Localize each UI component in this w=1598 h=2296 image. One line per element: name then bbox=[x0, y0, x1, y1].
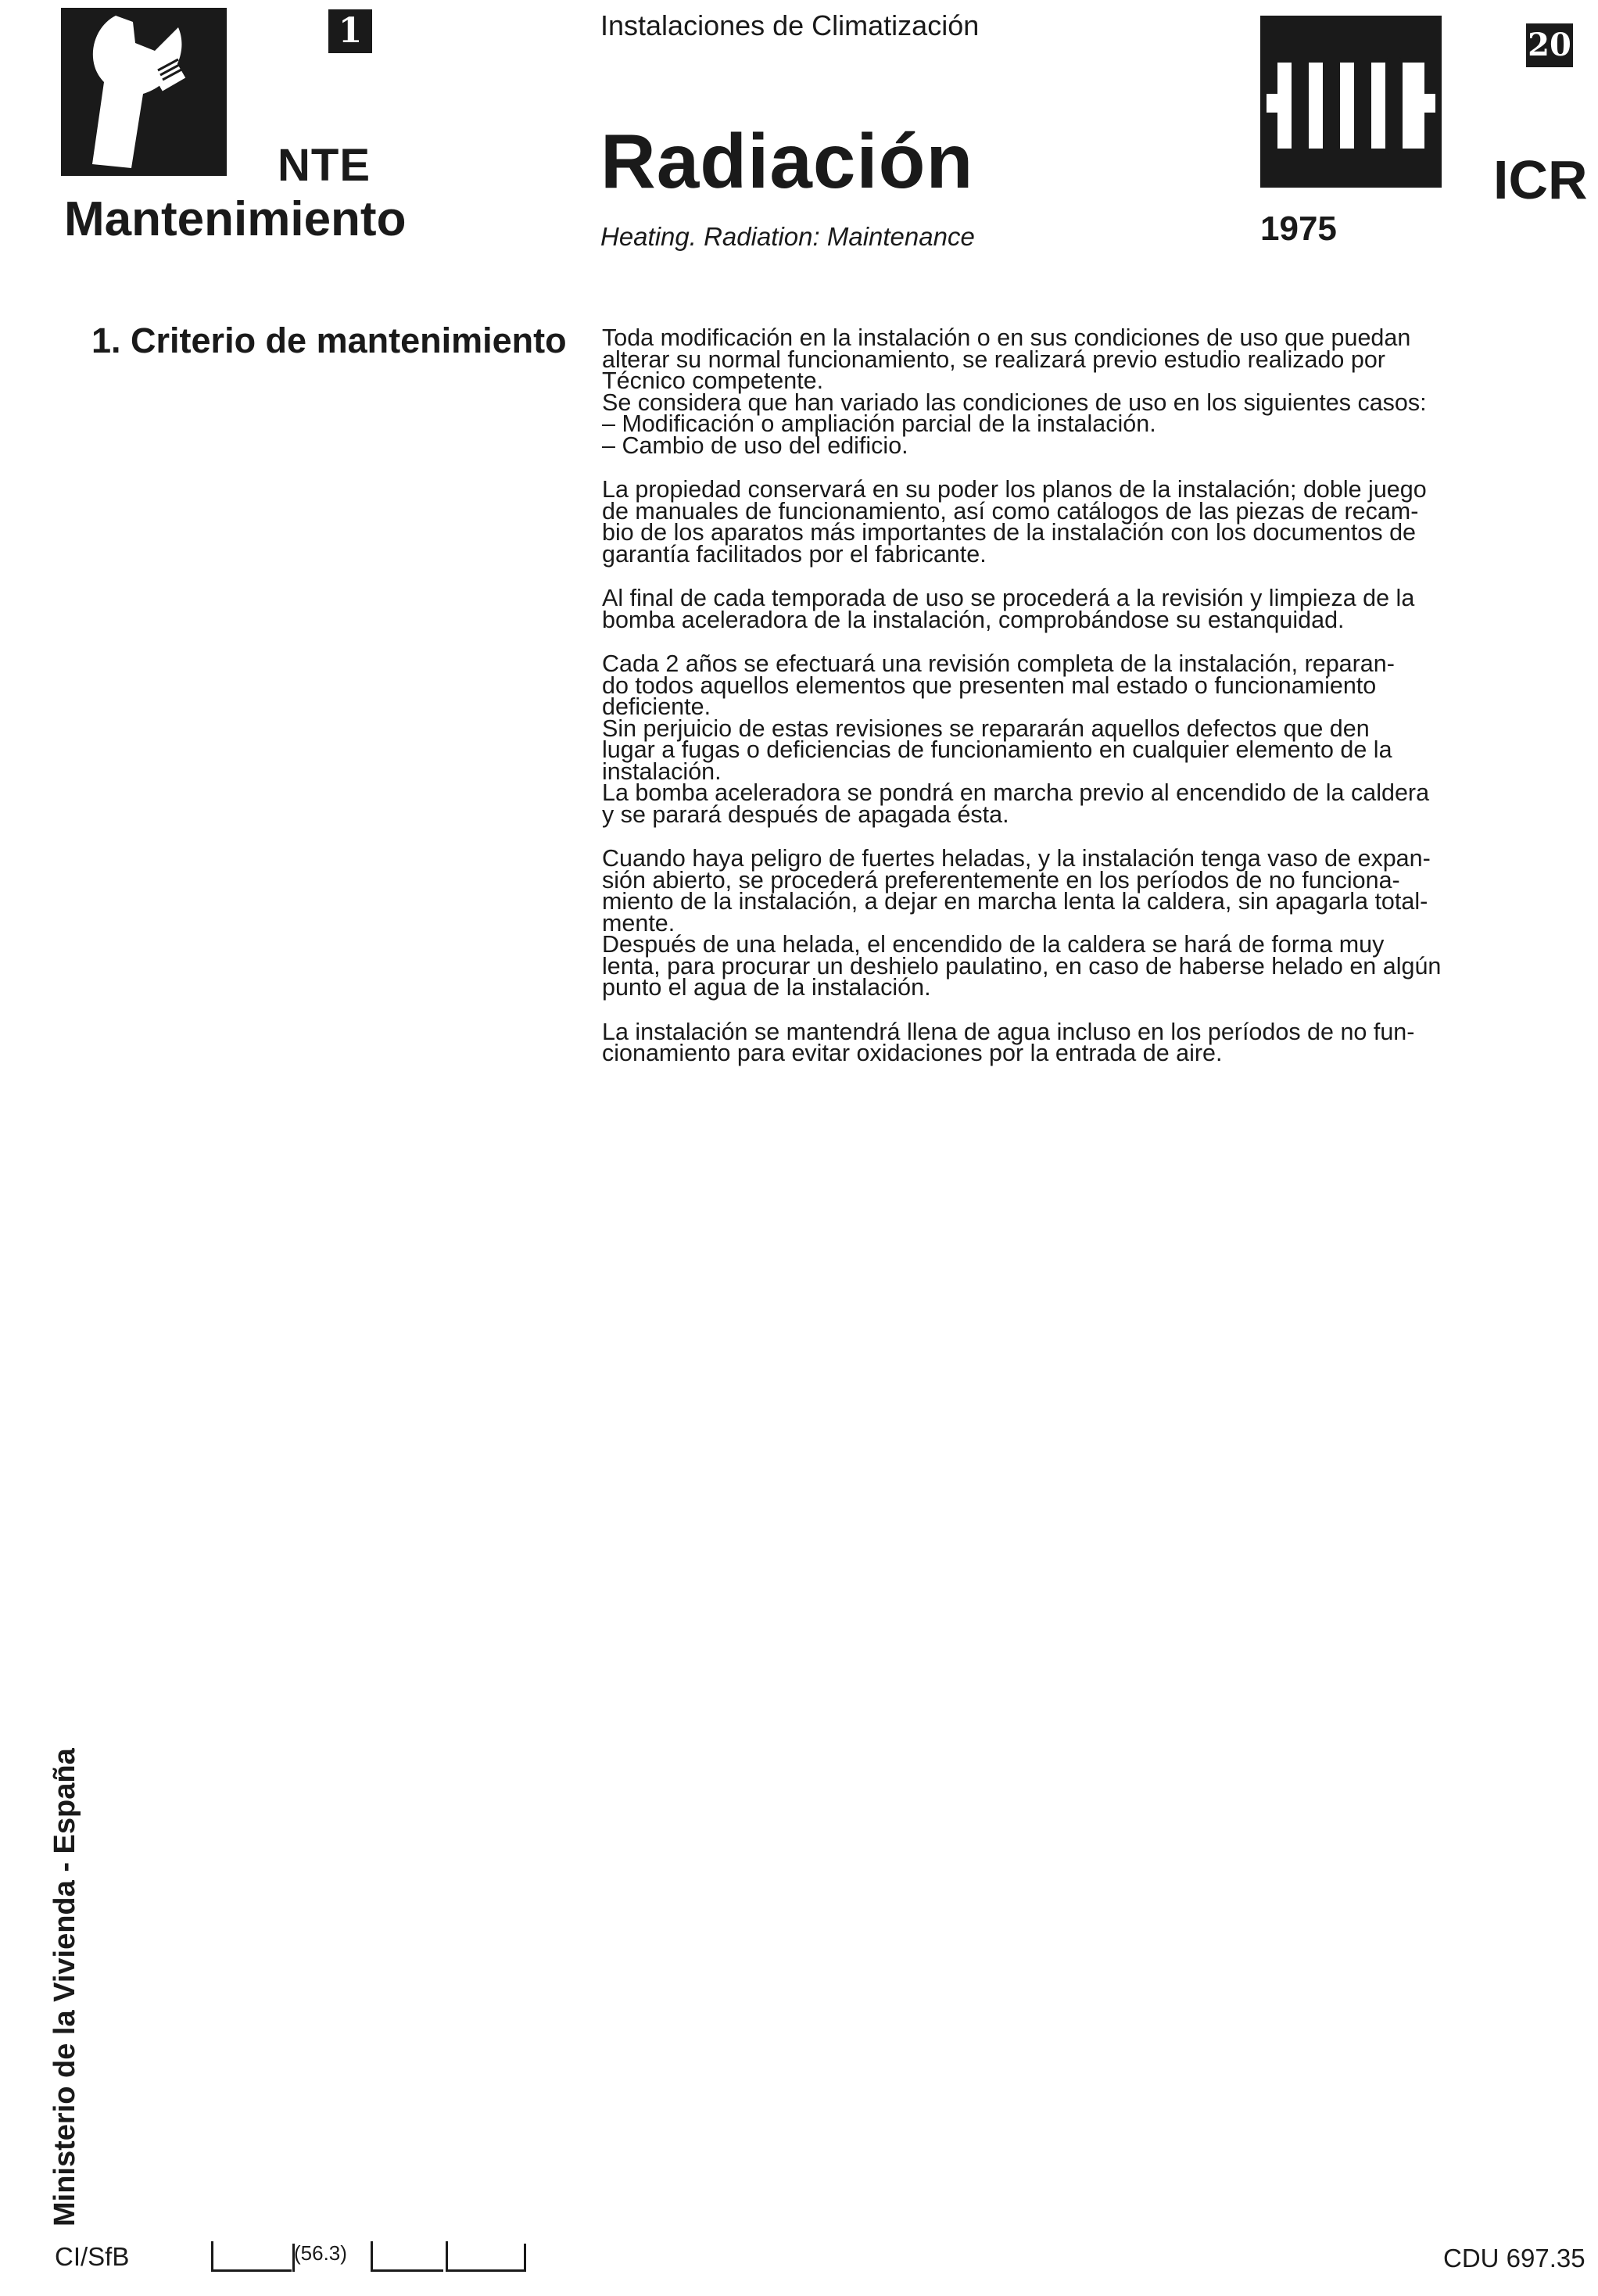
paragraph bbox=[602, 650, 1571, 828]
text-line: lenta, para procurar un deshielo paulatino, en caso de haberse helado en algún bbox=[602, 952, 1442, 980]
text-line: do todos aquellos elementos que presenten mal estado o funcionamiento bbox=[602, 672, 1377, 699]
cisfb-code: (56.3) bbox=[294, 2241, 347, 2265]
nte-wrench-logo-icon bbox=[61, 8, 227, 176]
list-item: – Cambio de uso del edificio. bbox=[602, 435, 1571, 457]
list-item: – Modificación o ampliación parcial de la instalación. bbox=[602, 414, 1571, 435]
text-line: La bomba aceleradora se pondrá en marcha previo al encendido de la caldera bbox=[602, 779, 1430, 806]
text-line: La propiedad conservará en su poder los planos de la instalación; doble juego bbox=[602, 476, 1427, 503]
text-line: mente. bbox=[602, 909, 675, 937]
text-line: bio de los aparatos más importantes de la instalación con los documentos de bbox=[602, 519, 1416, 546]
page-title: Radiación bbox=[600, 118, 974, 204]
text-line: Toda modificación en la instalación o en sus condiciones de uso que puedan bbox=[602, 324, 1411, 351]
section-body bbox=[602, 324, 1571, 1087]
cisfb-classification-boxes bbox=[211, 2237, 547, 2272]
text-line: Se considera que han variado las condiciones de uso en los siguientes casos: bbox=[602, 389, 1427, 416]
series-section: Mantenimiento bbox=[64, 192, 407, 246]
paragraph bbox=[602, 845, 1571, 1001]
text-line: Al final de cada temporada de uso se procederá a la revisión y limpieza de la bbox=[602, 585, 1415, 611]
text-line: Técnico competente. bbox=[602, 367, 824, 394]
radiator-icon bbox=[1260, 16, 1442, 188]
text-line: cionamiento para evitar oxidaciones por la entrada de aire. bbox=[602, 1040, 1223, 1066]
cdu-code: CDU 697.35 bbox=[1443, 2244, 1585, 2273]
paragraph bbox=[602, 476, 1571, 568]
text-line: Después de una helada, el encendido de la caldera se hará de forma muy bbox=[602, 931, 1385, 958]
text-line: y se parará después de apagada ésta. bbox=[602, 801, 1009, 828]
series-label: NTE bbox=[278, 140, 371, 191]
text-line: instalación. bbox=[602, 758, 722, 785]
text-line: deficiente. bbox=[602, 693, 711, 720]
cisfb-box-end bbox=[524, 2244, 526, 2272]
text-line: Sin perjuicio de estas revisiones se repararán aquellos defectos que den bbox=[602, 715, 1370, 742]
paragraph bbox=[602, 585, 1571, 633]
cisfb-box bbox=[211, 2241, 292, 2272]
cisfb-box bbox=[446, 2241, 526, 2272]
text-line: bomba aceleradora de la instalación, comprobándose su estanquidad. bbox=[602, 606, 1345, 633]
text-line: alterar su normal funcionamiento, se realizará previo estudio realizado por bbox=[602, 346, 1385, 373]
cisfb-label: CI/SfB bbox=[55, 2242, 130, 2271]
document-code: ICR bbox=[1493, 149, 1588, 210]
text-line: sión abierto, se procederá preferentemente en los períodos de no funciona- bbox=[602, 866, 1400, 894]
document-kicker: Instalaciones de Climatización bbox=[600, 9, 980, 41]
text-line: lugar a fugas o deficiencias de funcionamiento en cualquier elemento de la bbox=[602, 736, 1392, 763]
ministry-sidebar-label: Ministerio de la Vivienda - España bbox=[48, 1748, 81, 2226]
text-line: Cada 2 años se efectuará una revisión completa de la instalación, reparan- bbox=[602, 650, 1395, 677]
page-subtitle: Heating. Radiation: Maintenance bbox=[600, 222, 975, 251]
chapter-badge: 1 bbox=[328, 9, 372, 53]
paragraph bbox=[602, 1018, 1571, 1066]
text-line: de manuales de funcionamiento, así como catálogos de las piezas de recam- bbox=[602, 497, 1419, 525]
cisfb-box bbox=[371, 2241, 443, 2272]
publication-year: 1975 bbox=[1260, 210, 1337, 248]
paragraph bbox=[602, 324, 1571, 459]
text-line: La instalación se mantendrá llena de agua incluso en los períodos de no fun- bbox=[602, 1018, 1415, 1045]
part-badge: 20 bbox=[1526, 23, 1573, 67]
text-line: miento de la instalación, a dejar en marcha lenta la caldera, sin apagarla total- bbox=[602, 888, 1428, 915]
text-line: Cuando haya peligro de fuertes heladas, y la instalación tenga vaso de expan- bbox=[602, 845, 1431, 872]
section-heading: 1. Criterio de mantenimiento bbox=[91, 321, 567, 360]
text-line: punto el agua de la instalación. bbox=[602, 974, 931, 1001]
text-line: garantía facilitados por el fabricante. bbox=[602, 540, 987, 568]
